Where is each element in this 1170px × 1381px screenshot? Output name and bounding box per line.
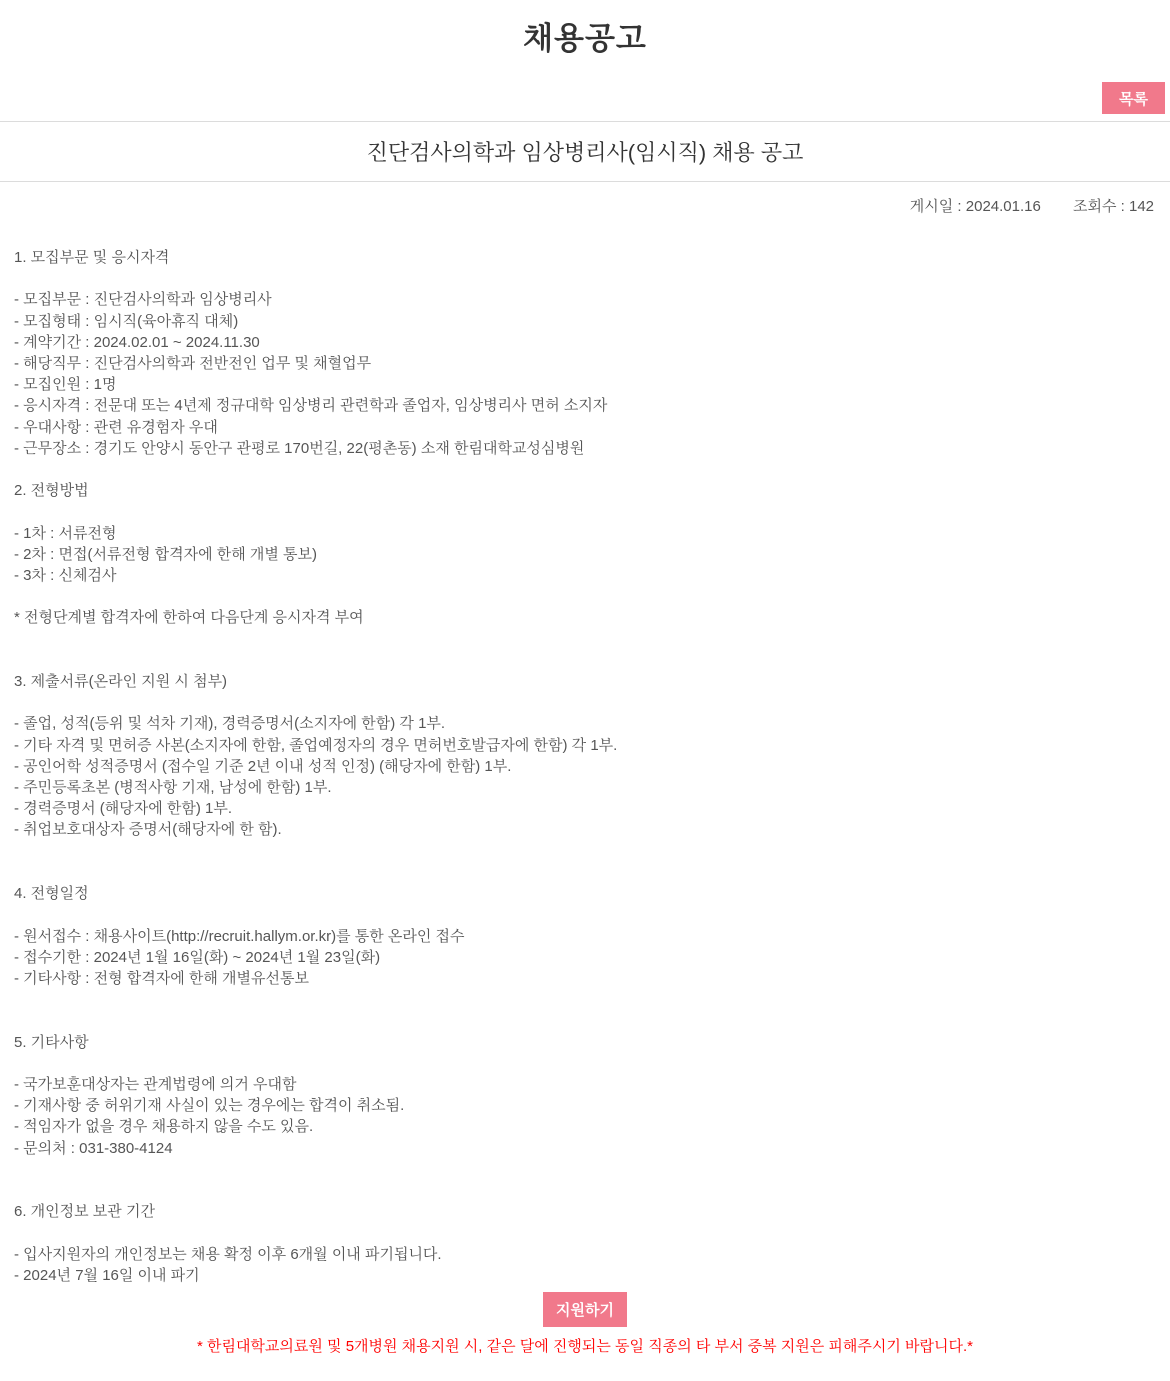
- content-line: - 원서접수 : 채용사이트(http://recruit.hallym.or.kr)를 통한 온라인 접수: [14, 927, 465, 945]
- page-title: 채용공고: [523, 21, 647, 56]
- content-blank-line: [14, 501, 1156, 522]
- content-line: - 3차 : 신체검사: [14, 567, 117, 585]
- content-line: 6. 개인정보 보관 기간: [14, 1203, 155, 1221]
- content-blank-line: [14, 268, 1156, 289]
- content-line: - 1차 : 서류전형: [14, 524, 117, 542]
- content-line: - 모집부문 : 진단검사의학과 임상병리사: [14, 291, 272, 309]
- content-line: - 근무장소 : 경기도 안양시 동안구 관평로 170번길, 22(평촌동) 소재 한림대학교성심병원: [14, 439, 585, 457]
- content-line: - 계약기간 : 2024.02.01 ~ 2024.11.30: [14, 333, 260, 351]
- content-line: 4. 전형일정: [14, 885, 89, 903]
- content-line: - 우대사항 : 관련 유경험자 우대: [14, 418, 218, 436]
- content-blank-line: [14, 1180, 1156, 1201]
- content-line: - 기타 자격 및 면허증 사본(소지자에 한함, 졸업예정자의 경우 면허번호발급자에 한함) 각 1부.: [14, 736, 618, 754]
- content-blank-line: [14, 650, 1156, 671]
- content-line: - 접수기한 : 2024년 1월 16일(화) ~ 2024년 1월 23일(화): [14, 948, 381, 966]
- content-line: 2. 전형방법: [14, 482, 89, 500]
- content-line: - 응시자격 : 전문대 또는 4년제 정규대학 임상병리 관련학과 졸업자, 임상병리사 면허 소지자: [14, 397, 608, 415]
- content-blank-line: [14, 629, 1156, 650]
- content-blank-line: [14, 586, 1156, 607]
- content-line: - 적임자가 없을 경우 채용하지 않을 수도 있음.: [14, 1118, 314, 1136]
- list-button[interactable]: 목록: [1102, 82, 1165, 114]
- content-line: - 문의처 : 031-380-4124: [14, 1139, 173, 1157]
- content-blank-line: [14, 989, 1156, 1010]
- content-line: - 모집인원 : 1명: [14, 376, 117, 394]
- content-blank-line: [14, 1053, 1156, 1074]
- page-header: [0, 0, 1170, 121]
- post-meta: [0, 182, 1170, 217]
- content-line: - 주민등록초본 (병적사항 기재, 남성에 한함) 1부.: [14, 779, 332, 797]
- content-line: - 졸업, 성적(등위 및 석차 기재), 경력증명서(소지자에 한함) 각 1부.: [14, 715, 446, 733]
- content-line: 5. 기타사항: [14, 1033, 89, 1051]
- content-line: - 2차 : 면접(서류전형 합격자에 한해 개별 통보): [14, 545, 317, 563]
- apply-row: [0, 1292, 1170, 1327]
- content-line: - 공인어학 성적증명서 (접수일 기준 2년 이내 성적 인정) (해당자에 한함) 1부.: [14, 757, 512, 775]
- content-line: 3. 제출서류(온라인 지원 시 첨부): [14, 673, 228, 691]
- content-line: 1. 모집부문 및 응시자격: [14, 249, 170, 266]
- content-line: - 기타사항 : 전형 합격자에 한해 개별유선통보: [14, 969, 309, 987]
- content-line: - 취업보호대상자 증명서(해당자에 한 함).: [14, 821, 282, 839]
- content-line: - 입사지원자의 개인정보는 채용 확정 이후 6개월 이내 파기됩니다.: [14, 1245, 442, 1263]
- content-line: - 해당직무 : 진단검사의학과 전반전인 업무 및 채혈업무: [14, 355, 372, 373]
- post-content: [0, 217, 1170, 1286]
- content-blank-line: [14, 1010, 1156, 1031]
- content-blank-line: [14, 459, 1156, 480]
- apply-button[interactable]: 지원하기: [543, 1292, 627, 1327]
- content-line: - 경력증명서 (해당자에 한함) 1부.: [14, 800, 233, 818]
- content-line: * 전형단계별 합격자에 한하여 다음단계 응시자격 부여: [14, 609, 364, 627]
- content-blank-line: [14, 862, 1156, 883]
- content-blank-line: [14, 692, 1156, 713]
- content-blank-line: [14, 904, 1156, 925]
- duplicate-application-warning: * 한림대학교의료원 및 5개병원 채용지원 시, 같은 달에 진행되는 동일 직종의 타 부서 중복 지원은 피해주시기 바랍니다.*: [196, 1337, 974, 1355]
- content-blank-line: [14, 1159, 1156, 1180]
- content-line: - 모집형태 : 임시직(육아휴직 대체): [14, 312, 239, 330]
- content-blank-line: [14, 841, 1156, 862]
- post-title-bar: [0, 121, 1170, 182]
- content-blank-line: [14, 1222, 1156, 1243]
- content-line: - 2024년 7월 16일 이내 파기: [14, 1266, 200, 1284]
- posted-date: 게시일 : 2024.01.16: [909, 198, 1041, 215]
- content-line: - 국가보훈대상자는 관계법령에 의거 우대함: [14, 1075, 297, 1093]
- content-line: - 기재사항 중 허위기재 사실이 있는 경우에는 합격이 취소됨.: [14, 1097, 405, 1115]
- view-count: 조회수 : 142: [1073, 198, 1154, 215]
- post-title: 진단검사의학과 임상병리사(임시직) 채용 공고: [366, 140, 804, 165]
